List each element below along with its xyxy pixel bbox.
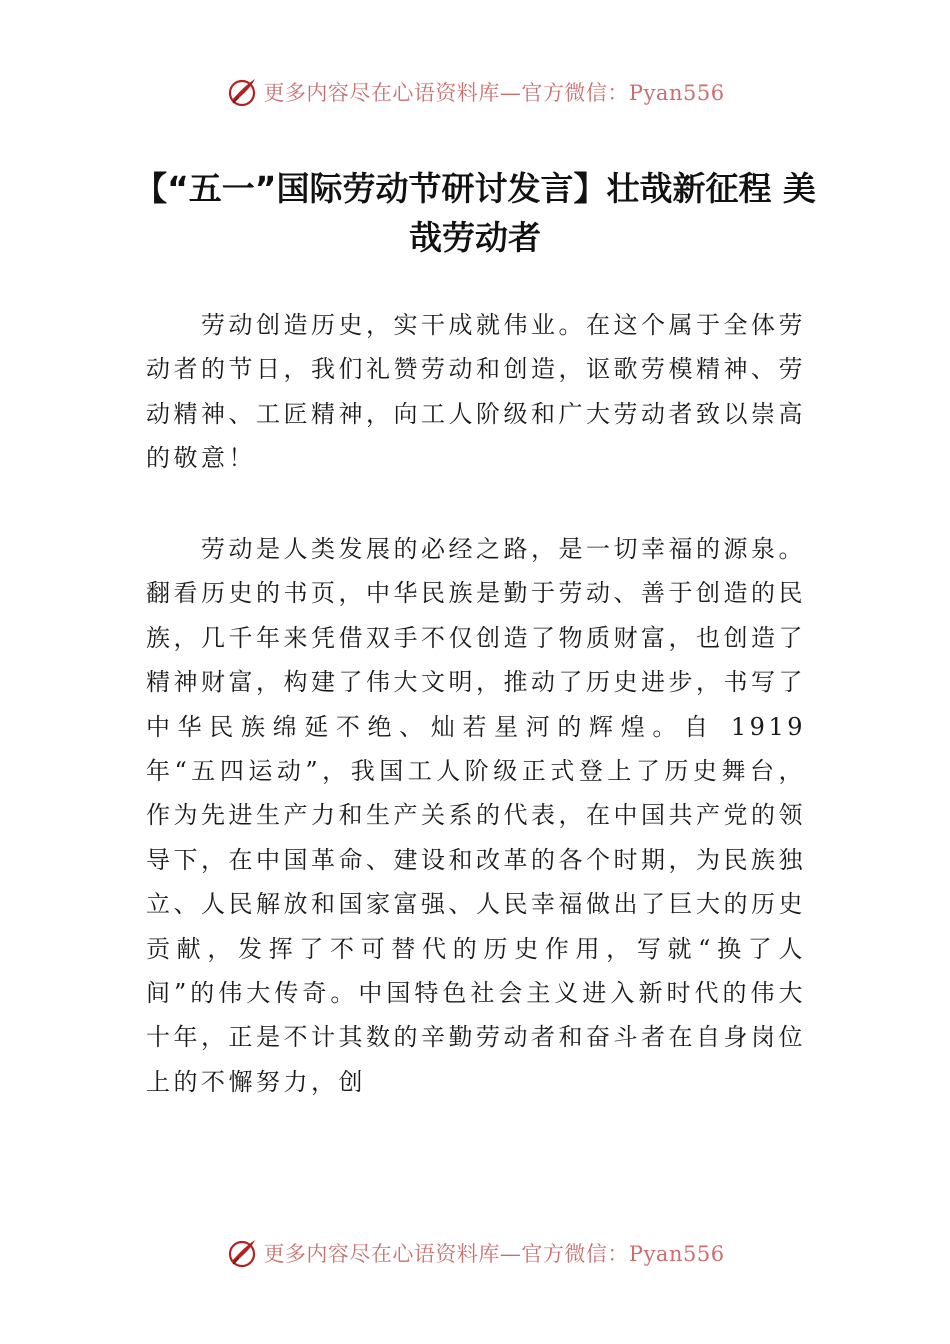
paragraph-1: 劳动创造历史，实干成就伟业。在这个属于全体劳动者的节日，我们礼赞劳动和创造，讴歌劳模精神、劳动精神、工匠精神，向工人阶级和广大劳动者致以崇高的敬意！ xyxy=(146,311,806,473)
footer-watermark-text: 更多内容尽在心语资料库—官方微信：Pyan556 xyxy=(263,1242,725,1266)
document-title: 【“五一”国际劳动节研讨发言】壮哉新征程 美哉劳动者 xyxy=(134,169,816,257)
header-watermark-banner xyxy=(0,72,950,112)
quill-logo-icon xyxy=(225,75,259,109)
quill-logo-icon xyxy=(225,1236,259,1270)
paragraph-2: 劳动是人类发展的必经之路，是一切幸福的源泉。翻看历史的书页，中华民族是勤于劳动、善于创造的民族，几千年来凭借双手不仅创造了物质财富，也创造了精神财富，构建了伟大文明，推动了历史进步，书写了中华民族绵延不绝、灿若星河的辉煌。自 1919 年“五四运动”，我国工人阶级正式登上了历史舞台，作为先进生产力和生产关系的代表，在中国共产党的领导下，在中国革命、建设和改革的各个时期，为民族独立、人民解放和国家富强、人民幸福做出了巨大的历史贡献，发挥了不可替代的历史作用，写就“换了人间”的伟大传奇。中国特色社会主义进入新时代的伟大十年，正是不计其数的辛勤劳动者和奋斗者在自身岗位上的不懈努力，创 xyxy=(146,535,806,1096)
footer-watermark-banner xyxy=(0,1233,950,1273)
header-watermark-text: 更多内容尽在心语资料库—官方微信：Pyan556 xyxy=(263,81,725,105)
